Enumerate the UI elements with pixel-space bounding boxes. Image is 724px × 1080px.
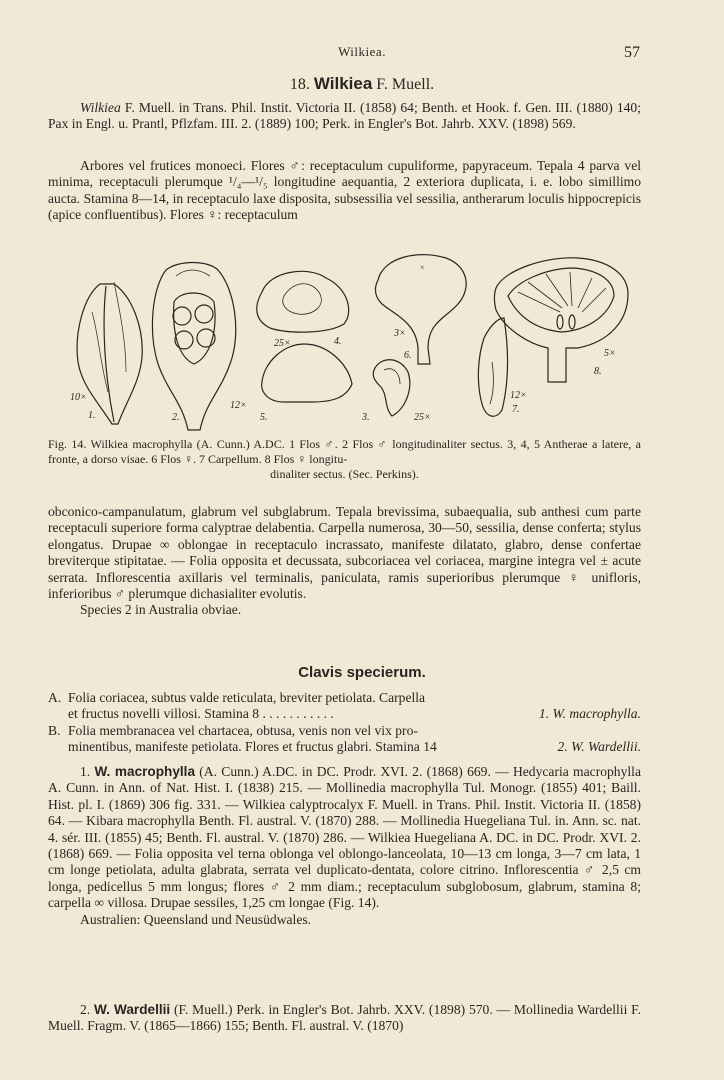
anther-back-drawing (262, 344, 352, 402)
fig-label-12x-b: 12× (510, 390, 527, 401)
fig-label-5: 5. (260, 412, 268, 423)
species-key (48, 690, 641, 756)
key-letter-b: B. (48, 722, 61, 738)
running-title: Wilkiea. (338, 44, 386, 59)
fig-label-25x-b: 25× (414, 412, 431, 423)
genus-author: F. Muell. (376, 76, 435, 93)
species-1-number: 1. (80, 764, 91, 779)
key-b-line-2: minentibus, manifeste petiolata. Flores et fructus glabri. Stamina 14 (68, 739, 437, 755)
fig-label-1: 1. (88, 410, 96, 421)
species-1-name: W. macrophylla (94, 764, 196, 779)
fig-label-6: 6. (404, 350, 412, 361)
species-2-text: (F. Muell.) Perk. in Engler's Bot. Jahrb. XXV. (1898) 570. — Mollinedia Wardellii F. Muell. Fragm. V. (1865—1866) 155; Benth. Fl. austral. V. (1870) (48, 1002, 641, 1034)
fig-label-3x: 3× (394, 328, 406, 339)
page-number: 57 (624, 44, 640, 61)
genus-description-2 (48, 504, 641, 619)
key-a-line-1: Folia coriacea, subtus valde reticulata, breviter petiolata. Carpella (68, 690, 426, 705)
svg-text:×: × (420, 263, 425, 272)
genus-description-1 (48, 158, 641, 224)
description-text-2: obconico-campanulatum, glabrum vel subglabrum. Tepala brevissima, subaequalia, sub anthesi cum parte receptaculi superiore forma calyptrae delabentia. Carpella numerosa, 30—50, sessilia, dense conferta; stylus elongatus. Drupae ∞ oblongae in receptaculo incrassato, manifeste dilatato, glabro, dense confertae breviterque stipitatae. — Folia opposita et decussata, subcoriacea vel coriacea, margine integra vel ± acute serrata. Inflorescentia axillaris vel terminalis, paniculata, ramis superioribus plerumque ♀ unifloris, inferioribus ♂ plerumque dichasialiter evolutis. (48, 504, 641, 602)
species-2-entry (48, 1002, 641, 1035)
key-letter-a: A. (48, 690, 62, 705)
fig-label-4: 4. (334, 336, 342, 347)
species-note: Species 2 in Australia obviae. (80, 602, 242, 618)
species-1-text: (A. Cunn.) A.DC. in DC. Prodr. XVI. 2. (1868) 669. — Hedycaria macrophylla A. Cunn. in Ann. of Nat. Hist. I. (1838) 215. — Mollinedia macrophylla Tul. Monogr. (1855) 401; Baill. Hist. pl. I. (1869) 306 fig. 331. — Wilkiea calyptrocalyx F. Muell. in Trans. Phil. Instit. Victoria II. (1858) 64. — Kibara macrophylla Benth. Fl. austral. V. (1870) 288. — Mollinedia Huegeliana Tul. in. Ann. sc. nat. 4. sér. III. (1855) 45; Benth. Fl. austral. V. (1870) 286. — Wilkiea Huegeliana A. DC. in DC. Prodr. XVI. 2. (1868) 669. — Folia opposita vel terna oblonga vel oblongo-lanceolata, 10—13 cm longa, 3—7 cm lata, 1 cm longe petiolata, adulta glabrata, serrata vel duplicato-dentata, colore citrino. Inflorescentia ♂ 2,5 cm longa, pedicellus 5 mm longus; flores ♂ 2 mm diam.; receptaculum subglobosum, glabrum, stamina 8; carpella ∞ villosa. Drupae sessiles, 1,25 cm longae (Fig. 14). (48, 764, 641, 911)
species-2-number: 2. (80, 1002, 91, 1017)
genus-name: Wilkiea (313, 74, 373, 93)
species-1-distribution: Australien: Queensland und Neusüdwales. (80, 911, 312, 927)
key-entry-b (48, 723, 641, 756)
male-flower-drawing (77, 282, 142, 424)
key-a-ref: 1. W. macrophylla. (538, 706, 641, 722)
figure-caption (48, 437, 641, 482)
genus-heading (0, 74, 724, 94)
female-flower-section-drawing (495, 258, 629, 382)
key-b-line-1: Folia membranacea vel chartacea, obtusa, venis non vel vix pro- (68, 722, 418, 738)
fig-label-12x-a: 12× (230, 400, 247, 411)
fig-label-7: 7. (512, 404, 520, 415)
genus-references (48, 100, 641, 133)
key-a-line-2: et fructus novelli villosi. Stamina 8 . . . . . . . . . . . (68, 706, 334, 722)
anther-side-drawing (373, 360, 410, 416)
male-flower-section-drawing (152, 263, 235, 431)
caption-line-2: dinaliter sectus. (Sec. Perkins). (270, 467, 419, 481)
clavis-heading: Clavis specierum. (298, 664, 426, 681)
fig-label-5x: 5× (604, 348, 616, 359)
fig-label-10x: 10× (70, 392, 87, 403)
fig-label-8: 8. (594, 366, 602, 377)
description-text-1: Arbores vel frutices monoeci. Flores ♂: receptaculum cupuliforme, papyraceum. Tepala 4 parva vel minima, receptaculi plerumque ¹/₄—¹/₅ longitudine aequantia, 2 exteriora duplicata, i. e. lobo simillimo aucta. Stamina 8—14, in receptaculo laxe disposita, subsessilia vel sessilia, antherarum loculis hippocrepicis (apice confluentibus). Flores ♀: receptaculum (48, 158, 641, 223)
genus-number: 18. (289, 76, 310, 93)
carpel-drawing (478, 318, 507, 416)
references-text: F. Muell. in Trans. Phil. Instit. Victoria II. (1858) 64; Benth. et Hook. f. Gen. III. (1880) 140; Pax in Engl. u. Prantl, Pflzfam. III. 2. (1889) 100; Perk. in Engler's Bot. Jahrb. XXV. (1898) 569. (48, 100, 641, 132)
genus-name-italic: Wilkiea (80, 100, 121, 115)
figure-14-illustration (48, 252, 641, 432)
species-2-name: W. Wardellii (94, 1002, 171, 1017)
key-entry-a (48, 690, 641, 723)
fig-label-3: 3. (362, 412, 370, 423)
fig-label-2: 2. (172, 412, 180, 423)
female-flower-drawing (375, 255, 466, 364)
anther-front-drawing (257, 271, 349, 332)
fig-label-25x-a: 25× (274, 338, 291, 349)
caption-line-1: Fig. 14. Wilkiea macrophylla (A. Cunn.) A.DC. 1 Flos ♂. 2 Flos ♂ longitudinaliter sectus. 3, 4, 5 Antherae a latere, a fronte, a dorso visae. 6 Flos ♀. 7 Carpellum. 8 Flos ♀ longitu- (48, 437, 641, 466)
key-b-ref: 2. W. Wardellii. (557, 739, 641, 755)
species-1-entry (48, 764, 641, 928)
